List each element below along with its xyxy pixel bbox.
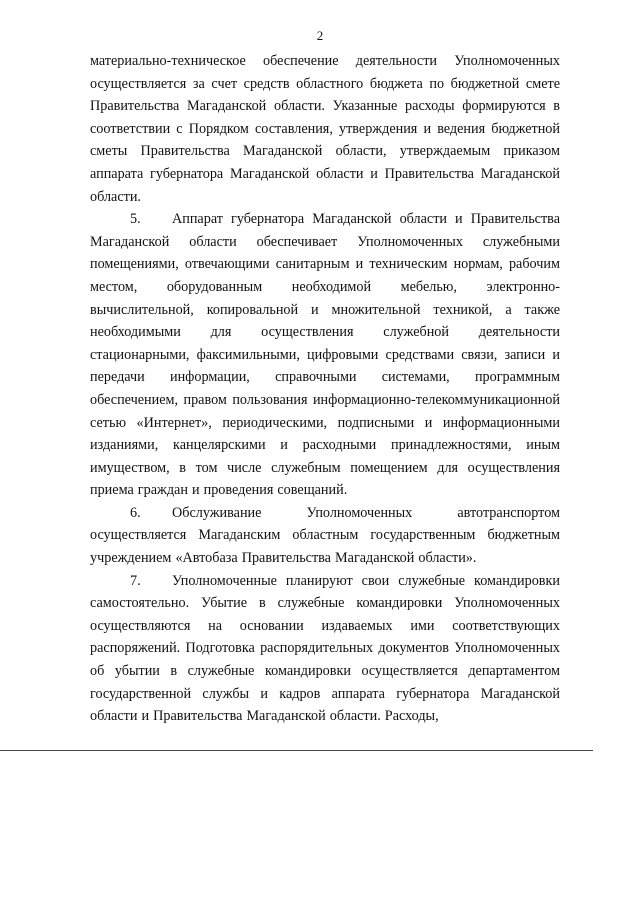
paragraph-text: Обслуживание Уполномоченных автотранспортом осуществляется Магаданским областным государственным бюджетным учреждением «Автобаза Правительства Магаданской области».	[90, 504, 560, 567]
document-body	[90, 50, 560, 728]
paragraph-number: 5.	[130, 211, 141, 228]
paragraph-continuation	[90, 50, 560, 208]
paragraph-item-5	[90, 208, 560, 502]
paragraph-item-6	[90, 502, 560, 570]
paragraph-text: Уполномоченные планируют свои служебные командировки самостоятельно. Убытие в служебные командировки Уполномоченных осуществляются на основании издаваемых ими соответствующих распоряжений. Подготовка распорядительных документов Уполномоченных об убытии в служебные командировки осуществляется департаментом государственной службы и кадров аппарата губернатора Магаданской области и Правительства Магаданской области. Расходы,	[90, 572, 560, 725]
paragraph-item-7	[90, 570, 560, 728]
paragraph-text: материально-техническое обеспечение деятельности Уполномоченных осуществляется за счет средств областного бюджета по бюджетной смете Правительства Магаданской области. Указанные расходы формируются в соответствии с Порядком составления, утверждения и ведения бюджетной сметы Правительства Магаданской области, утверждаемым приказом аппарата губернатора Магаданской области и Правительства Магаданской области.	[90, 53, 560, 205]
page-divider	[0, 750, 593, 751]
paragraph-text: Аппарат губернатора Магаданской области и Правительства Магаданской области обеспечивает Уполномоченных служебными помещениями, отвечающими санитарным и техническим нормам, рабочим местом, оборудованным необходимой мебелью, электронно-вычислительной, копировальной и множительной техникой, а также необходимыми для осуществления служебной деятельности стационарными, факсимильными, цифровыми средствами связи, записи и передачи информации, справочными системами, программным обеспечением, правом пользования информационно-телекоммуникационной сетью «Интернет», периодическими, подписными и информационными изданиями, канцелярскими и расходными принадлежностями, иным имуществом, в том числе служебным помещением для осуществления приема граждан и проведения совещаний.	[90, 211, 560, 499]
paragraph-number: 6.	[130, 504, 141, 521]
paragraph-number: 7.	[130, 572, 141, 589]
page-number: 2	[316, 28, 324, 43]
